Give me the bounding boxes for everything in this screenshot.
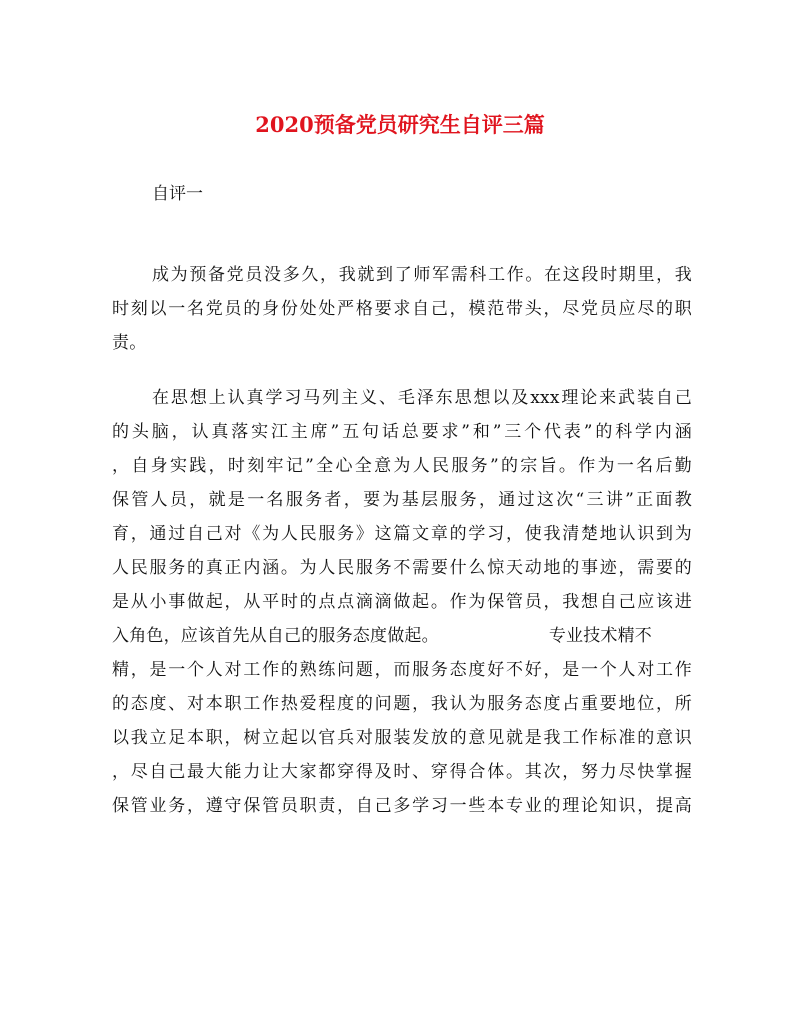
section-heading: 自评一 xyxy=(152,184,203,204)
paragraph-line: 保管业务，遵守保管员职责，自己多学习一些本专业的理论知识，提高 xyxy=(112,796,692,816)
paragraph-line: 责。 xyxy=(112,333,147,353)
paragraph-line-part: 入角色，应该首先从自己的服务态度做起。 xyxy=(112,626,439,646)
paragraph-line: 的头脑，认真落实江主席”五句话总要求”和”三个代表”的科学内涵 xyxy=(112,422,692,442)
paragraph-line: 精，是一个人对工作的熟练问题，而服务态度好不好，是一个人对工作 xyxy=(112,660,692,680)
paragraph-line: 保管人员，就是一名服务者，要为基层服务，通过这次“三讲”正面教 xyxy=(112,490,692,510)
paragraph-line: 成为预备党员没多久，我就到了师军需科工作。在这段时期里，我 xyxy=(152,265,692,285)
paragraph-line: 在思想上认真学习马列主义、毛泽东思想以及xxx理论来武装自己 xyxy=(152,388,692,408)
paragraph-line: 是从小事做起，从平时的点点滴滴做起。作为保管员，我想自己应该进 xyxy=(112,592,692,612)
paragraph-line: 人民服务的真正内涵。为人民服务不需要什么惊天动地的事迹，需要的 xyxy=(112,558,692,578)
paragraph-line: 育，通过自己对《为人民服务》这篇文章的学习，使我清楚地认识到为 xyxy=(112,524,692,544)
paragraph-line: 以我立足本职，树立起以官兵对服装发放的意见就是我工作标准的意识 xyxy=(112,728,692,748)
paragraph-line: 的态度、对本职工作热爱程度的问题，我认为服务态度占重要地位，所 xyxy=(112,694,692,714)
paragraph-2 xyxy=(112,381,692,823)
new-paragraph-start: 专业技术精不 xyxy=(548,626,653,646)
paragraph-line: ，尽自己最大能力让大家都穿得及时、穿得合体。其次，努力尽快掌握 xyxy=(112,762,692,782)
paragraph-line: ，自身实践，时刻牢记”全心全意为人民服务”的宗旨。作为一名后勤 xyxy=(112,456,692,476)
paragraph-1 xyxy=(112,258,692,360)
paragraph-line-split xyxy=(112,619,692,653)
paragraph-line: 时刻以一名党员的身份处处严格要求自己，模范带头，尽党员应尽的职 xyxy=(112,299,692,319)
document-title: 2020预备党员研究生自评三篇 xyxy=(255,112,545,137)
